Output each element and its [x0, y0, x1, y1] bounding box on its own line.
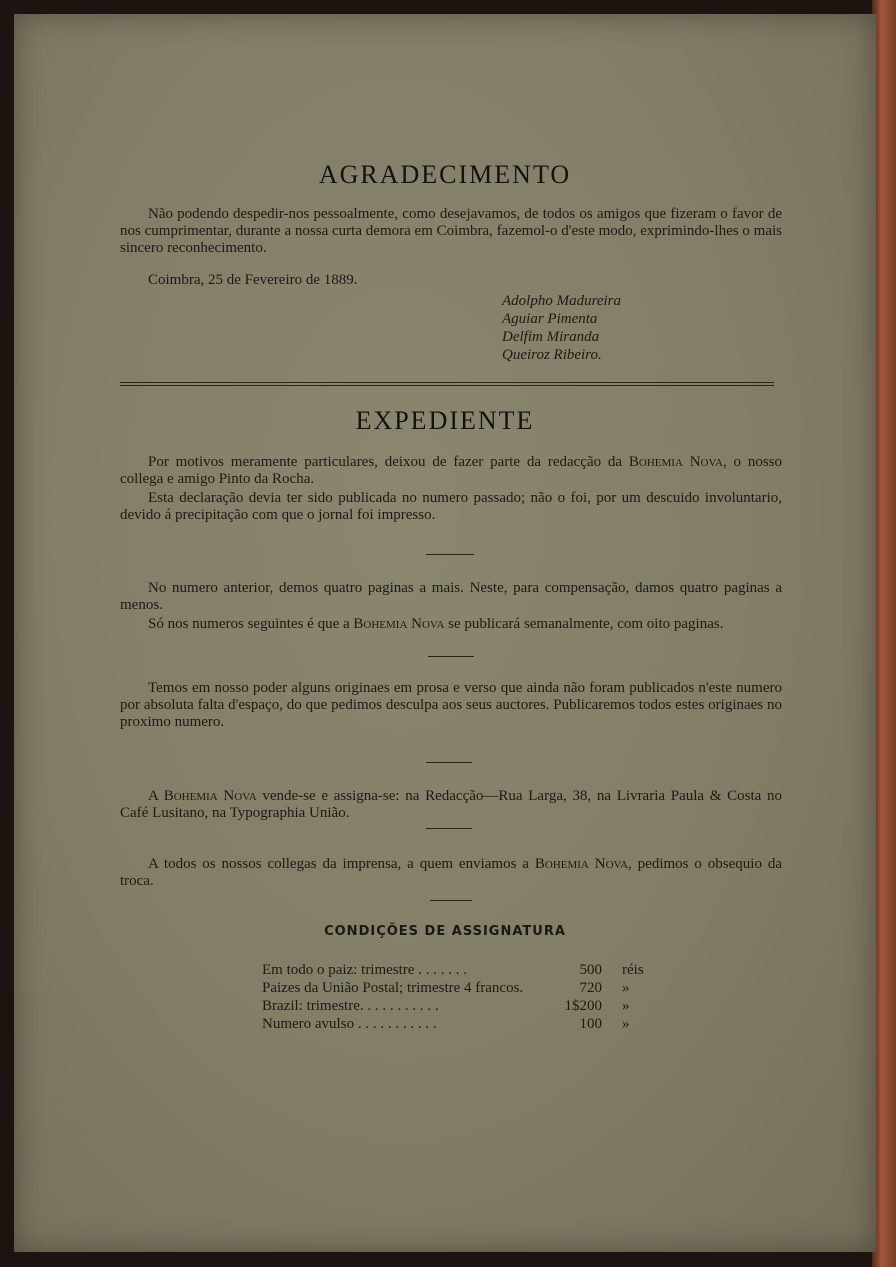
- agradecimento-title: AGRADECIMENTO: [318, 160, 572, 189]
- expediente-paragraph-6: A Bohemia Nova vende-se e assigna-se: na Redacção—Rua Larga, 38, na Livraria Paula & Costa no Café Lusitano, na Typographia União.: [120, 788, 783, 821]
- journal-name: Bohemia Nova: [353, 616, 445, 632]
- journal-name: Bohemia Nova: [628, 454, 723, 470]
- expediente-paragraph-1: Por motivos meramente particulares, deixou de fazer parte da redacção da Bohemia Nova, o nosso collega e amigo Pinto da Rocha.: [120, 454, 783, 487]
- short-rule: [426, 762, 472, 763]
- price-row: Numero avulso . . . . . . . . . . . 100 »: [262, 1016, 630, 1032]
- agradecimento-body: Não podendo despedir-nos pessoalmente, como desejavamos, de todos os amigos que fizeram o favor de nos cumprimentar, durante a nossa curta demora em Coimbra, fazemol-o d'este modo, exprimindo-lhes o mais sincero reconhecimento.: [120, 206, 782, 256]
- expediente-paragraph-2: Esta declaração devia ter sido publicada no numero passado; não o foi, por um descuido involuntario, devido á precipitação com que o jornal foi impresso.: [120, 490, 782, 523]
- section-divider: [120, 382, 774, 386]
- short-rule: [428, 656, 474, 657]
- expediente-paragraph-3: No numero anterior, demos quatro paginas a mais. Neste, para compensação, damos quatro paginas a menos.: [120, 580, 782, 613]
- signature-1: Adolpho Madureira: [502, 293, 622, 309]
- expediente-title: EXPEDIENTE: [355, 406, 535, 435]
- expediente-paragraph-4: Só nos numeros seguintes é que a Bohemia Nova se publicará semanalmente, com oito paginas.: [148, 616, 724, 632]
- price-row: Paizes da União Postal; trimestre 4 francos. 720 »: [262, 980, 630, 996]
- short-rule: [426, 828, 472, 829]
- place-date: Coimbra, 25 de Fevereiro de 1889.: [148, 272, 358, 288]
- document-page: [14, 14, 876, 1252]
- journal-name: Bohemia Nova: [534, 856, 629, 872]
- journal-name: Bohemia Nova: [163, 788, 257, 804]
- short-rule: [430, 900, 472, 901]
- signature-2: Aguiar Pimenta: [502, 311, 598, 327]
- short-rule: [426, 554, 474, 555]
- signature-4: Queiroz Ribeiro.: [502, 347, 602, 363]
- signature-3: Delfim Miranda: [502, 329, 600, 345]
- condicoes-title: CONDIÇÕES DE ASSIGNATURA: [324, 924, 566, 939]
- expediente-paragraph-7: A todos os nossos collegas da imprensa, a quem enviamos a Bohemia Nova, pedimos o obsequio da troca.: [120, 856, 782, 889]
- price-row: Em todo o paiz: trimestre . . . . . . . 500 réis: [262, 962, 644, 978]
- expediente-paragraph-5: Temos em nosso poder alguns originaes em prosa e verso que ainda não foram publicados n'este numero por absoluta falta d'espaço, do que pedimos desculpa aos seus auctores. Publicaremos todos estes originaes no proximo numero.: [120, 680, 782, 730]
- price-row: Brazil: trimestre. . . . . . . . . . . 1$200 »: [262, 998, 630, 1014]
